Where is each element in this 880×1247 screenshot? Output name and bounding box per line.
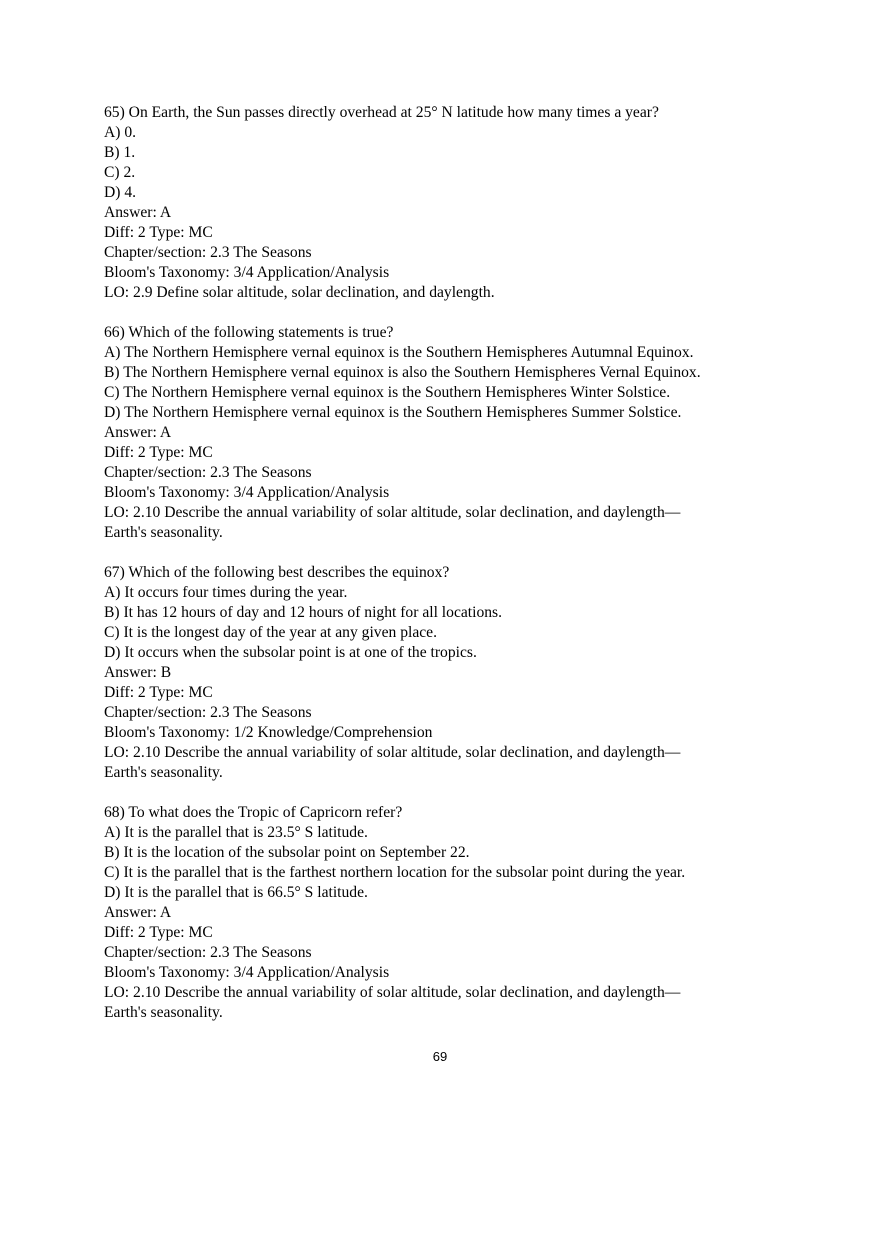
option-c: C) The Northern Hemisphere vernal equinox is the Southern Hemispheres Winter Solstice. (104, 384, 671, 401)
learning-objective: LO: 2.9 Define solar altitude, solar declination, and daylength. (104, 284, 495, 301)
question-68 (104, 803, 804, 1023)
difficulty-type: Diff: 2 Type: MC (104, 224, 213, 241)
question-66 (104, 323, 804, 543)
blooms-taxonomy: Bloom's Taxonomy: 3/4 Application/Analysis (104, 964, 390, 981)
option-a: A) It is the parallel that is 23.5° S latitude. (104, 824, 368, 841)
option-c: C) It is the longest day of the year at any given place. (104, 624, 437, 641)
chapter-section: Chapter/section: 2.3 The Seasons (104, 704, 312, 721)
option-c: C) It is the parallel that is the farthest northern location for the subsolar point during the year. (104, 864, 686, 881)
option-b: B) It has 12 hours of day and 12 hours of night for all locations. (104, 604, 503, 621)
question-65 (104, 103, 804, 303)
blooms-taxonomy: Bloom's Taxonomy: 1/2 Knowledge/Comprehension (104, 724, 433, 741)
option-d: D) The Northern Hemisphere vernal equinox is the Southern Hemispheres Summer Solstice. (104, 404, 682, 421)
blooms-taxonomy: Bloom's Taxonomy: 3/4 Application/Analysis (104, 484, 390, 501)
learning-objective: LO: 2.10 Describe the annual variability of solar altitude, solar declination, and daylength— (104, 984, 681, 1001)
blooms-taxonomy: Bloom's Taxonomy: 3/4 Application/Analysis (104, 264, 390, 281)
learning-objective: LO: 2.10 Describe the annual variability of solar altitude, solar declination, and daylength— (104, 744, 681, 761)
option-a: A) The Northern Hemisphere vernal equinox is the Southern Hemispheres Autumnal Equinox. (104, 344, 694, 361)
difficulty-type: Diff: 2 Type: MC (104, 444, 213, 461)
question-text: 66) Which of the following statements is true? (104, 324, 394, 341)
difficulty-type: Diff: 2 Type: MC (104, 684, 213, 701)
answer: Answer: A (104, 424, 172, 441)
question-list (104, 103, 804, 1043)
learning-objective-continued: Earth's seasonality. (104, 764, 223, 781)
answer: Answer: A (104, 204, 172, 221)
question-67 (104, 563, 804, 783)
option-b: B) The Northern Hemisphere vernal equinox is also the Southern Hemispheres Vernal Equinox. (104, 364, 701, 381)
chapter-section: Chapter/section: 2.3 The Seasons (104, 464, 312, 481)
answer: Answer: B (104, 664, 172, 681)
option-c: C) 2. (104, 164, 136, 181)
difficulty-type: Diff: 2 Type: MC (104, 924, 213, 941)
question-text: 67) Which of the following best describes the equinox? (104, 564, 450, 581)
option-b: B) 1. (104, 144, 136, 161)
chapter-section: Chapter/section: 2.3 The Seasons (104, 944, 312, 961)
learning-objective: LO: 2.10 Describe the annual variability of solar altitude, solar declination, and daylength— (104, 504, 681, 521)
answer: Answer: A (104, 904, 172, 921)
option-d: D) It is the parallel that is 66.5° S latitude. (104, 884, 368, 901)
option-a: A) It occurs four times during the year. (104, 584, 348, 601)
option-d: D) It occurs when the subsolar point is at one of the tropics. (104, 644, 477, 661)
question-text: 65) On Earth, the Sun passes directly overhead at 25° N latitude how many times a year? (104, 104, 659, 121)
option-a: A) 0. (104, 124, 137, 141)
page-number: 69 (432, 1049, 448, 1064)
learning-objective-continued: Earth's seasonality. (104, 1004, 223, 1021)
chapter-section: Chapter/section: 2.3 The Seasons (104, 244, 312, 261)
question-text: 68) To what does the Tropic of Capricorn refer? (104, 804, 403, 821)
option-b: B) It is the location of the subsolar point on September 22. (104, 844, 470, 861)
option-d: D) 4. (104, 184, 137, 201)
learning-objective-continued: Earth's seasonality. (104, 524, 223, 541)
